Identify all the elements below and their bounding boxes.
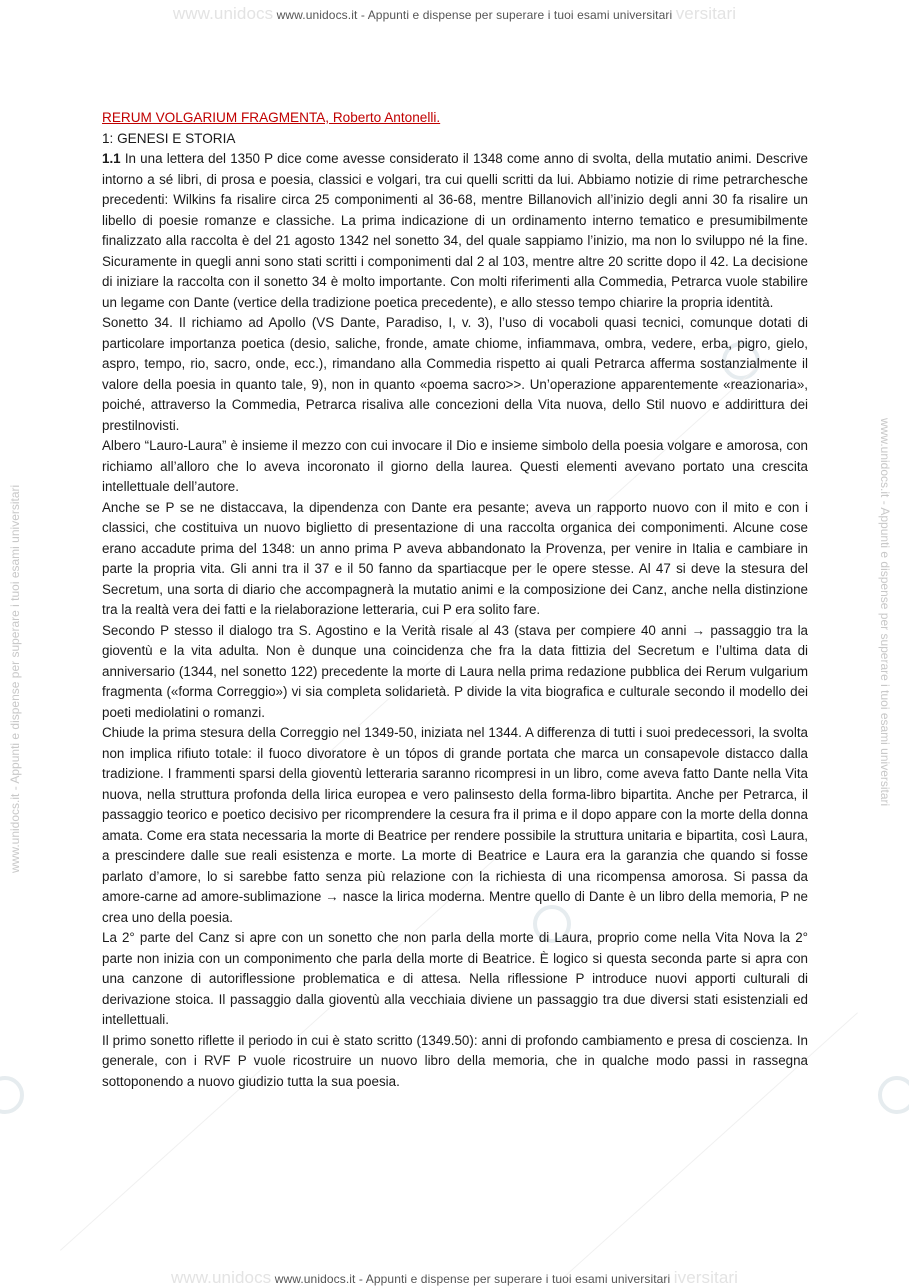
footer-watermark-ghost-left: www.unidocs xyxy=(170,1268,272,1287)
watermark-logo-icon xyxy=(0,1076,24,1114)
paragraph: La 2° parte del Canz si apre con un sonetto che non parla della morte di Laura, proprio come nella Vita Nova la 2° parte non inizia con un componimento che parla della morte di Beatrice. È logico si questa seconda parte si apra con una canzone di autoriflessione problematica e di attesa. Nella riflessione P introduce nuovi apporti culturali di derivazione stoica. Il passaggio dalla gioventù alla vecchiaia diviene un passaggio tra due diversi stati esistenziali ed intellettuali. xyxy=(102,930,808,1027)
right-side-watermark: www.unidocs.it - Appunti e dispense per superare i tuoi esami universitari xyxy=(878,418,892,807)
document-title: RERUM VOLGARIUM FRAGMENTA, Roberto Antonelli. xyxy=(102,110,441,125)
paragraph-number: 1.1 xyxy=(102,151,121,166)
header-watermark-text: www.unidocs.it - Appunti e dispense per superare i tuoi esami universitari xyxy=(276,8,673,22)
header-watermark-ghost-left: www.unidocs xyxy=(172,4,274,23)
footer-watermark-text: www.unidocs.it - Appunti e dispense per superare i tuoi esami universitari xyxy=(274,1272,671,1286)
paragraph-text: In una lettera del 1350 P dice come avesse considerato il 1348 come anno di svolta, della mutatio animi. Descrive intorno a sé libri, di prosa e poesia, classici e volgari, tra cui quelli scritti da lui. Abbiamo notizie di rime petrarchesche precedenti: Wilkins fa risalire circa 25 componimenti al 36-68, mentre Billanovich all’inizio degli anni 30 fa risalire un libello di poesie romanze e classiche. La prima indicazione di un ordinamento interno tematico e presumibilmente finalizzato alla raccolta è del 21 agosto 1342 nel sonetto 34, del quale sappiamo l’inizio, ma non lo sviluppo né la fine. Sicuramente in quegli anni sono stati scritti i componimenti dal 2 al 103, mentre altre 20 scritte dopo il 42. La decisione di iniziare la raccolta con il sonetto 34 è molto importante. Con molti riferimenti alla Commedia, Petrarca vuole stabilire un legame con Dante (vertice della tradizione poetica precedente), e allo stesso tempo chiarire la propria identità. xyxy=(102,151,808,310)
left-side-watermark: www.unidocs.it - Appunti e dispense per superare i tuoi esami universitari xyxy=(8,484,22,873)
paragraph xyxy=(102,149,808,313)
header-watermark-ghost-right: versitari xyxy=(675,4,737,23)
paragraph: Il primo sonetto riflette il periodo in cui è stato scritto (1349.50): anni di profondo cambiamento e presa di coscienza. In generale, con i RVF P vuole ricostruire un nuovo libro della memoria, che in qualche modo passi in rassegna sottoponendo a nuovo giudizio tutta la sua poesia. xyxy=(102,1032,808,1089)
footer-watermark xyxy=(0,1268,909,1288)
paragraph: Anche se P se ne distaccava, la dipendenza con Dante era pesante; aveva un rapporto nuovo con il mito e con i classici, che costituiva un nuovo biglietto di presentazione di una raccolta organica dei componimenti. Alcune cose erano accadute prima del 1348: un anno prima P aveva abbandonato la Provenza, per venire in Italia e cambiare in parte la propria vita. Gli anni tra il 37 e il 50 fanno da spartiacque per le opere stesse. Al 47 si deve la stesura del Secretum, una sorta di diario che accompagnerà la mutatio animi e la composizione dei Canz, anche nella distinzione tra la realtà vera dei fatti e la rielaborazione letteraria, cui P era solito fare. xyxy=(102,499,808,617)
paragraph: Secondo P stesso il dialogo tra S. Agostino e la Verità risale al 43 (stava per compiere 40 anni → passaggio tra la gioventù e la vita adulta. Non è dunque una coincidenza che fra la data fittizia del Secretum e l’ultima data di anniversario (1344, nel sonetto 122) precedente la morte di Laura nella prima redazione pubblica dei Rerum vulgarium fragmenta («forma Correggio») vi sia completa solidarietà. P divide la vita biografica e culturale secondo il modello dei poeti mediolatini o romanzi. xyxy=(102,622,808,720)
document-body xyxy=(102,108,808,1092)
section-heading: 1: GENESI E STORIA xyxy=(102,130,236,146)
footer-watermark-ghost-right: iversitari xyxy=(673,1268,739,1287)
header-watermark xyxy=(0,4,909,24)
paragraph: Chiude la prima stesura della Correggio nel 1349-50, iniziata nel 1344. A differenza di tutti i suoi predecessori, la svolta non implica rifiuto totale: il fuoco divoratore è un tópos di grande portata che marca un consapevole distacco dalla tradizione. I frammenti sparsi della gioventù letteraria saranno ricompresi in un libro, come aveva fatto Dante nella Vita nuova, nella struttura profonda della lirica europea e vero palinsesto della forma-libro bipartita. Anche per Petrarca, il passaggio teorico e poetico decisivo per ricomprendere la cesura fra il prima e il dopo appare con la morte della donna amata. Come era stata necessaria la morte di Beatrice per rendere possibile la struttura unitaria e bipartita, così Laura, a prescindere dalle sue reali esistenza e morte. La morte di Beatrice e Laura era la garanzia che quando si fosse parlato d’amore, lo si sarebbe fatto senza più relazione con la richiesta di una ricompensa amorosa. Si passa da amore-carne ad amore-sublimazione → nasce la lirica moderna. Mentre quello di Dante è un libro della memoria, P ne crea uno della poesia. xyxy=(102,725,808,925)
paragraph: Albero “Lauro-Laura” è insieme il mezzo con cui invocare il Dio e insieme simbolo della poesia volgare e amorosa, con richiamo all’alloro che lo aveva incoronato il giorno della laurea. Questi elementi avevano portato una crescita intellettuale dell’autore. xyxy=(102,438,808,494)
paragraph: Sonetto 34. Il richiamo ad Apollo (VS Dante, Paradiso, I, v. 3), l’uso di vocaboli quasi tecnici, comunque dotati di particolare importanza poetica (desio, saliche, fronde, amate chiome, infiammava, ombra, vedere, erba, pigro, gielo, aspro, tempo, rio, sacro, onde, ecc.), rimandano alla Commedia rispetto ai quali Petrarca afferma sostanzialmente il valore della poesia in quanto tale, 9), non in quanto «poema sacro>>. Un’operazione apparentemente «reazionaria», poiché, attraverso la Commedia, Petrarca risaliva alle concezioni della Vita nuova, dello Stil nuovo e addirittura dei prestilnovisti. xyxy=(102,315,808,433)
watermark-logo-icon xyxy=(878,1076,909,1114)
